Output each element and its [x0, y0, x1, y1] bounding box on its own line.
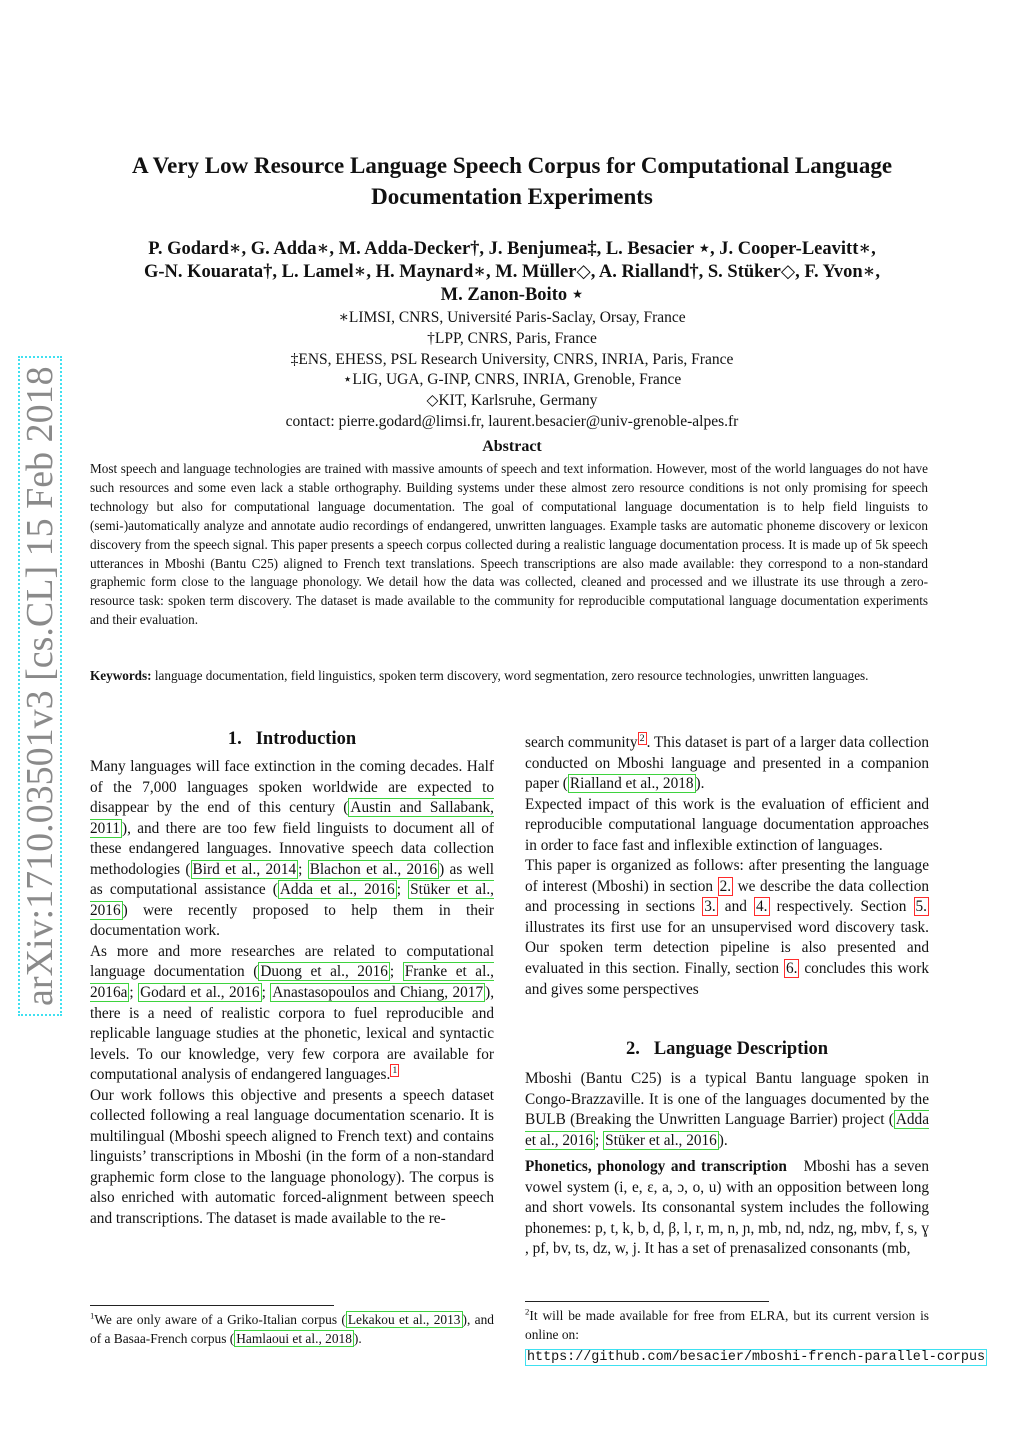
author-list: [90, 238, 934, 307]
section-1-heading: [90, 729, 494, 750]
citation-godard[interactable]: Godard et al., 2016: [140, 984, 260, 1002]
section-1-title: Introduction: [255, 729, 357, 749]
citation-rialland[interactable]: Rialland et al., 2018: [569, 775, 694, 793]
affiliation-lig: ⋆LIG, UGA, G-INP, CNRS, INRIA, Grenoble, France: [342, 371, 682, 389]
affiliations: [120, 308, 904, 433]
affiliation-kit: ◇KIT, Karlsruhe, Germany: [426, 392, 598, 410]
section-ref-4[interactable]: 4.: [756, 898, 768, 916]
citation-franke[interactable]: Franke et al., 2016a: [90, 963, 494, 1002]
right-column: [525, 733, 929, 1000]
intro-paragraph-4: search community $^2$ . This dataset is part of a larger data collection conducted on Mboshi language and presented in a companion paper ( Rialland et al., 2018 ).: [525, 732, 930, 793]
footnote-rule-right: [525, 1301, 769, 1302]
intro-paragraph-3: Our work follows this objective and presents a speech dataset collected following a real language documentation scenario. It is multilingual (Mboshi speech aligned to French text) and contains linguists’ transcriptions in Mboshi (in the form of a non-standard graphemic form close to the language phonology). The corpus is also enriched with automatic forced-alignment between speech and transcriptions. The dataset is made available to the re-: [90, 1086, 494, 1228]
intro-paragraph-5: Expected impact of this work is the evaluation of efficient and reproducible computational language documentation approaches in order to face fast and inflexible extinction of languages.: [525, 795, 929, 854]
intro-paragraph-2: As more and more researches are related to computational language documentation ( Duong et al., 2016 ; Franke et al., 2016a ; Godard et al., 2016 ; Anastasopoulos and Chiang, 2017 ), there is a need of realistic corpora to fuel reproducible and replicable language studies at the phonetic, lexical and syntactic levels. To our knowledge, very few corpora are available for computational analysis of endangered languages. $^1$: [90, 942, 495, 1084]
citation-adda-2[interactable]: Adda et al., 2016: [525, 1111, 929, 1149]
footnote-2-url-line: [525, 1346, 1024, 1367]
language-paragraph-1: Mboshi (Bantu C25) is a typical Bantu language spoken in Congo-Brazzaville. It is one of the languages documented by the BULB (Breaking the Unwritten Language Barrier) project ( Adda et al., 2016 ; Stüker et al., 2016 ).: [525, 1070, 929, 1149]
section-2-body: [525, 1069, 929, 1260]
citation-blachon[interactable]: Blachon et al., 2016: [309, 860, 438, 878]
abstract-text: Most speech and language technologies are trained with massive amounts of speech and text information. However, most of the world languages do not have such resources and some even lack a stable orthography. Building systems under these almost zero resource conditions is not only promising for speech technology but also for computational language documentation. The goal of computational language documentation is to help field linguists to (semi-)automatically analyze and annotate audio recordings of endangered, unwritten languages. Example tasks are automatic phoneme discovery or lexicon discovery from the speech signal. This paper presents a speech corpus collected during a realistic language documentation process. It is made up of 5k speech utterances in Mboshi (Bantu C25) aligned to French text translations. Speech transcriptions are also made available: they correspond to a non-standard graphemic form close to the language phonology. We detail how the data was collected, cleaned and processed and we illustrate its use through a zero-resource task: spoken term discovery. The dataset is made available to the community for reproducible computational language documentation experiments and their evaluation.: [90, 461, 928, 628]
citation-austin[interactable]: Austin and Sallabank, 2011: [90, 799, 494, 837]
section-ref-3[interactable]: 3.: [704, 898, 716, 916]
keywords-label: Keywords:: [90, 668, 152, 683]
footnote-2-link[interactable]: 2: [639, 732, 645, 744]
citation-duong[interactable]: Duong et al., 2016: [260, 963, 388, 981]
intro-paragraph-6: This paper is organized as follows: after presenting the language of interest (Mboshi) in section 2. we describe the data collection and processing in sections 3. and 4. respectively. Section 5. illustrates its first use for an unsupervised word discovery task. Our spoken term detection pipeline is also presented and evaluated in this section. Finally, section 6. concludes this work and gives some perspectives: [525, 857, 929, 998]
footnote-2-mark: 2: [525, 1306, 530, 1317]
footnote-1-mark: 1: [90, 1310, 95, 1321]
section-2-heading: [525, 1039, 929, 1060]
author-line-3: M. Zanon-Boito ⋆: [440, 285, 584, 305]
section-1-number: 1.: [227, 729, 242, 749]
author-line-2: G-N. Kouarata†, L. Lamel∗, H. Maynard∗, M. Müller◇, A. Rialland†, S. Stüker◇, F. Yvon∗,: [143, 262, 881, 282]
footnote-1: $^1$We are only aware of a Griko-Italian corpus ( Lekakou et al., 2013 ), and of a Basaa-French corpus ( Hamlaoui et al., 2018 ).: [90, 1310, 494, 1346]
arxiv-stamp[interactable]: arXiv:1710.03501v3 [cs.CL] 15 Feb 2018: [18, 356, 62, 1016]
keywords: [90, 667, 928, 686]
phonetics-subheading: Phonetics, phonology and transcription: [525, 1158, 787, 1176]
abstract-heading: Abstract: [482, 438, 542, 455]
keywords-text: language documentation, field linguistics, spoken term discovery, word segmentation, zero resource technologies, unwritten languages.: [154, 668, 869, 683]
affiliation-ens: ‡ENS, EHESS, PSL Research University, CNRS, INRIA, Paris, France: [290, 350, 734, 368]
footnote-rule-left: [90, 1305, 334, 1306]
section-2-title: Language Description: [653, 1039, 829, 1059]
citation-bird[interactable]: Bird et al., 2014: [192, 860, 297, 878]
paper-title: [80, 150, 944, 212]
section-ref-5[interactable]: 5.: [915, 898, 927, 916]
left-column: [90, 757, 494, 1230]
section-2-number: 2.: [625, 1039, 640, 1059]
citation-stuker-2[interactable]: Stüker et al., 2016: [605, 1131, 717, 1149]
affiliation-lpp: †LPP, CNRS, Paris, France: [427, 329, 597, 347]
title-line-2: Documentation Experiments: [371, 184, 653, 209]
citation-lekakou[interactable]: Lekakou et al., 2013: [347, 1312, 461, 1327]
title-line-1: A Very Low Resource Language Speech Corpus for Computational Language: [131, 153, 893, 178]
author-line-1: P. Godard∗, G. Adda∗, M. Adda-Decker†, J. Benjumea‡, L. Besacier ⋆, J. Cooper-Leavitt∗,: [148, 239, 876, 259]
section-ref-2[interactable]: 2.: [719, 877, 732, 895]
footnote-2: $^2$It will be made available for free from ELRA, but its current version is online on:: [525, 1306, 929, 1342]
citation-anastasopoulos[interactable]: Anastasopoulos and Chiang, 2017: [272, 984, 484, 1002]
github-link[interactable]: https://github.com/besacier/mboshi-french-parallel-corpus: [527, 1350, 986, 1365]
section-ref-6[interactable]: 6.: [785, 960, 798, 978]
citation-adda[interactable]: Adda et al., 2016: [279, 881, 395, 899]
footnote-1-link[interactable]: 1: [392, 1065, 398, 1077]
intro-paragraph-1: Many languages will face extinction in the coming decades. Half of the 7,000 languages spoken worldwide are expected to disappear by the end of this century ( Austin and Sallabank, 2011 ), and there are too few field linguists to document all of these endangered languages. Innovative speech data collection methodologies ( Bird et al., 2014 ; Blachon et al., 2016 ) as well as computational assistance ( Adda et al., 2016 ; Stüker et al., 2016 ) were recently proposed to help them in their documentation work.: [90, 758, 494, 940]
contact-line: contact: pierre.godard@limsi.fr, laurent.besacier@univ-grenoble-alpes.fr: [285, 412, 739, 430]
citation-stuker[interactable]: Stüker et al., 2016: [90, 881, 494, 919]
affiliation-limsi: ∗LIMSI, CNRS, Université Paris-Saclay, Orsay, France: [338, 309, 686, 326]
citation-hamlaoui[interactable]: Hamlaoui et al., 2018: [236, 1331, 352, 1346]
language-paragraph-2: Phonetics, phonology and transcription Mboshi has a seven vowel system (i, e, ɛ, a, ɔ, o, u) with an opposition between long and short vowels. Its consonantal system includes the following phonemes: p, t, k, b, d, β, l, r, m, n, ɲ, mb, nd, ndz, ng, mbv, f, s, ɣ , pf, bv, ts, dz, w, j. It has a set of prenasalized consonants (mb,: [525, 1158, 929, 1258]
